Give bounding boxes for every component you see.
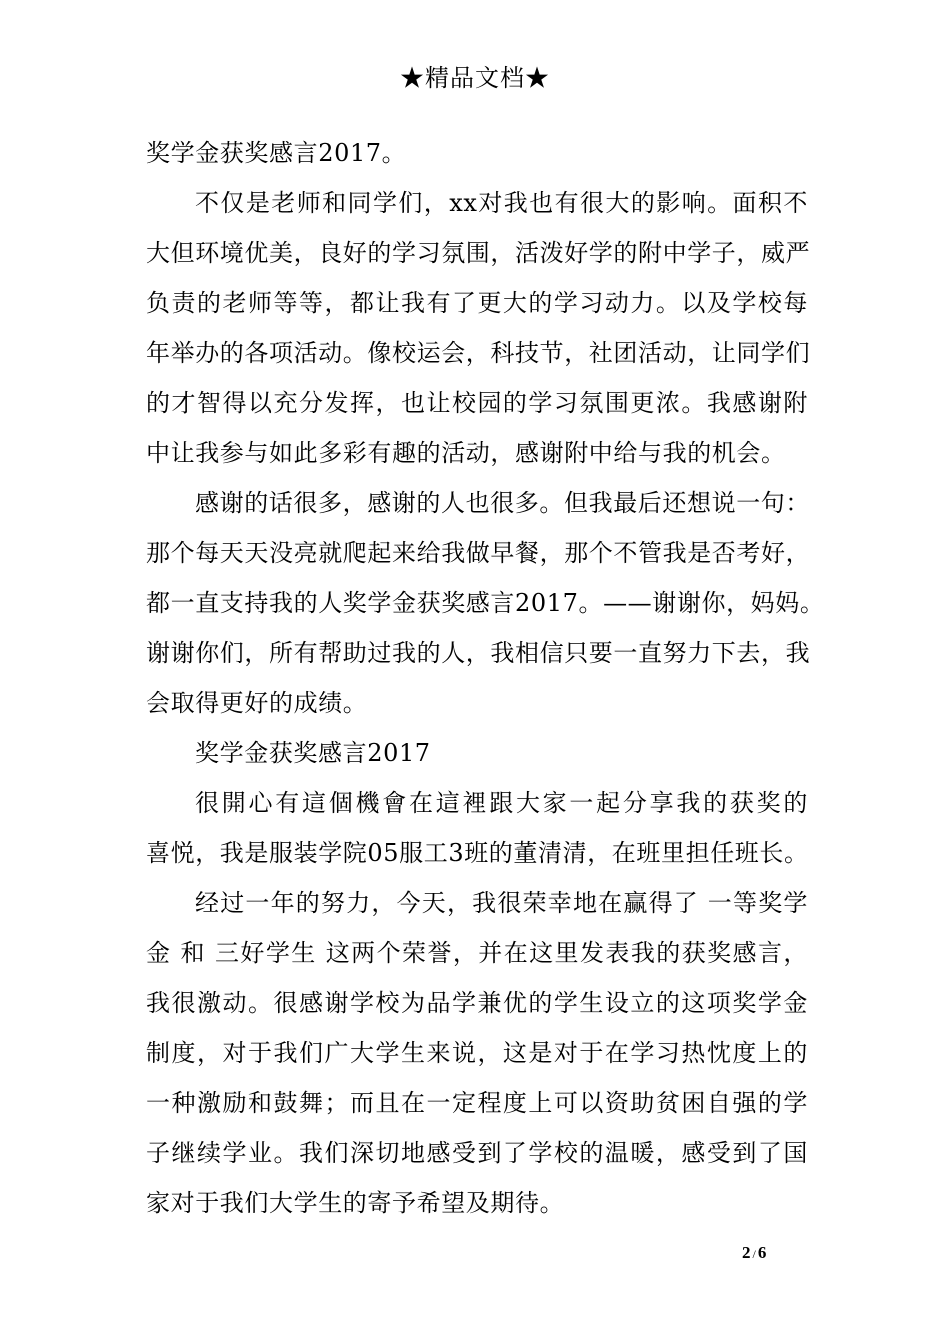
text-line: 感谢的话很多，感谢的人也很多。但我最后还想说一句： [195,489,810,517]
text-line: 家对于我们大学生的寄予希望及期待。 [146,1189,565,1217]
text-line: 一种激励和鼓舞；而且在一定程度上可以资助贫困自强的学 [146,1089,808,1117]
text-line: 中让我参与如此多彩有趣的活动，感谢附中给与我的机会。 [146,439,786,467]
text-line: 那个每天天没亮就爬起来给我做早餐，那个不管我是否考好， [146,539,811,567]
text-line: 很開心有這個機會在這裡跟大家一起分享我的获奖的 [195,789,808,817]
text-line: 制度，对于我们广大学生来说，这是对于在学习热忱度上的 [146,1039,808,1067]
text-line: 负责的老师等等，都让我有了更大的学习动力。以及学校每 [146,289,808,317]
text-line: 谢谢你们，所有帮助过我的人，我相信只要一直努力下去，我 [146,639,811,667]
text-line: 奖学金获奖感言2017 [195,739,431,767]
text-line: 子继续学业。我们深切地感受到了学校的温暖，感受到了国 [146,1139,808,1167]
page-number-separator: / [752,1247,756,1261]
text-line: 大但环境优美，良好的学习氛围，活泼好学的附中学子，威严 [146,239,811,267]
page-number-current: 2 [742,1243,751,1262]
text-line: 不仅是老师和同学们，xx对我也有很大的影响。面积不 [195,189,808,217]
text-line: 经过一年的努力，今天，我很荣幸地在赢得了 一等奖学 [195,889,808,917]
page-number-total: 6 [757,1243,767,1262]
page-number [742,1242,766,1265]
text-line: 喜悦，我是服装学院05服工3班的董清清，在班里担任班长。 [146,839,809,867]
page-header-title: ★精品文档★ [400,64,550,92]
text-line: 金 和 三好学生 这两个荣誉，并在这里发表我的获奖感言， [146,939,808,967]
text-line: 会取得更好的成绩。 [146,689,368,717]
text-line: 年举办的各项活动。像校运会，科技节，社团活动，让同学们 [146,339,811,367]
document-body [146,128,825,1228]
text-line: 我很激动。很感谢学校为品学兼优的学生设立的这项奖学金 [146,989,808,1017]
text-line: 奖学金获奖感言2017。 [146,139,407,167]
text-line: 的才智得以充分发挥，也让校园的学习氛围更浓。我感谢附 [146,389,808,417]
text-line: 都一直支持我的人奖学金获奖感言2017。——谢谢你，妈妈。 [146,589,825,617]
